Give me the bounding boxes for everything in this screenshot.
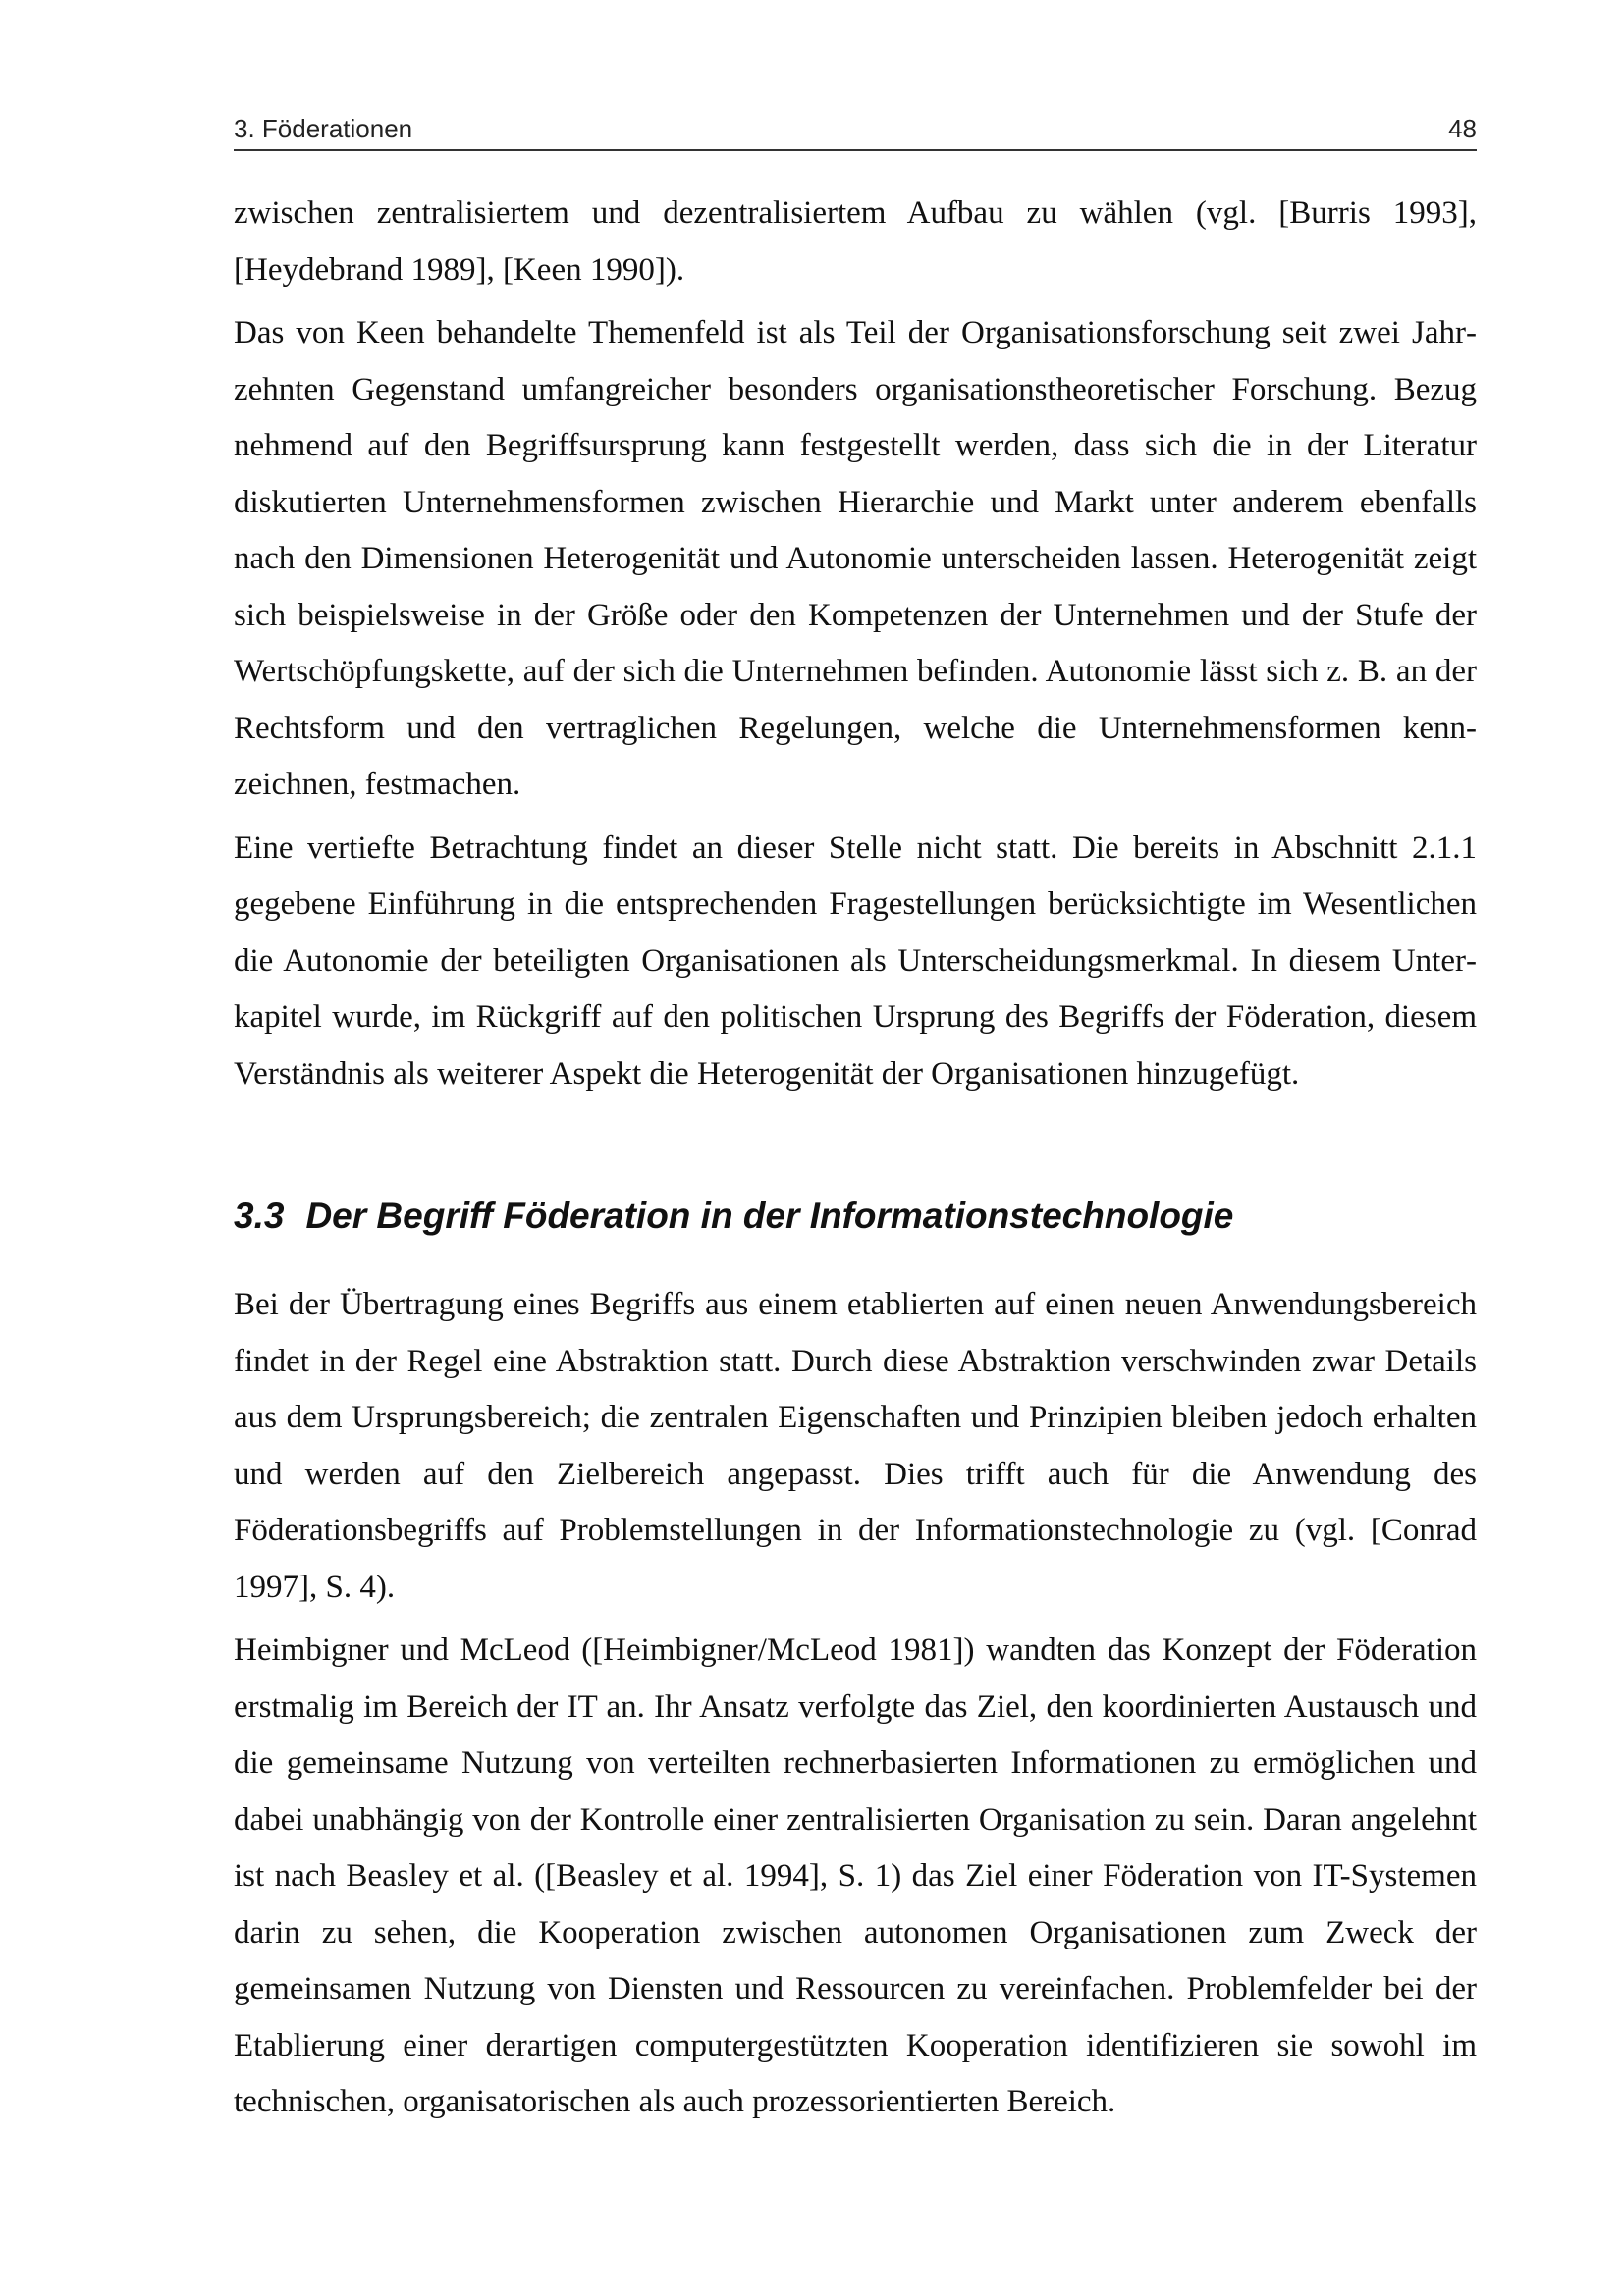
text-block-top xyxy=(234,186,1477,1109)
paragraph-keen-themenfeld: Das von Keen behandelte Themenfeld ist als Teil der Organisationsforschung seit zwei Jahrzehnten Gegenstand umfangreicher besonders organisationstheoretischer Forschung. Bezug nehmend auf den Begriffsursprung kann festgestellt werden, dass sich die in der Literatur diskutierten Unternehmensformen zwischen Hierarchie und Markt unter anderem ebenfalls nach den Dimensionen Heterogenität und Autonomie unterscheiden lassen. Heterogenität zeigt sich beispielsweise in der Größe oder den Kompetenzen der Unternehmen und der Stufe der Wertschöpfungskette, auf der sich die Unternehmen befinden. Autonomie lässt sich z. B. an der Rechtsform und den vertraglichen Regelungen, welche die Unternehmensformen kennzeichnen, festmachen. xyxy=(234,315,1477,802)
page-number: 48 xyxy=(1448,114,1477,143)
section-title: Der Begriff Föderation in der Informationstechnologie xyxy=(305,1196,1234,1236)
chapter-title: 3. Föderationen xyxy=(234,114,413,143)
section-number: 3.3 xyxy=(234,1196,285,1236)
paragraph-heimbigner-mcleod: Heimbigner und McLeod ([Heimbigner/McLeod 1981]) wandten das Konzept der Föderation erstmalig im Bereich der IT an. Ihr Ansatz verfolgte das Ziel, den koordinierten Austausch und die gemeinsame Nutzung von verteilten rechnerbasierten Informationen zu ermöglichen und dabei unabhängig von der Kontrolle einer zentralisierten Organisation zu sein. Daran angelehnt ist nach Beasley et al. ([Beasley et al. 1994], S. 1) das Ziel einer Föderation von IT-Systemen darin zu sehen, die Kooperation zwischen autonomen Organisationen zum Zweck der gemeinsamen Nutzung von Diensten und Ressourcen zu vereinfachen. Problemfelder bei der Etablierung einer derartigen computergestützten Kooperation identifizieren sie sowohl im technischen, organisatorischen als auch prozessorientierten Bereich. xyxy=(234,1632,1477,2119)
running-header xyxy=(234,112,1477,151)
paragraph-continuation: zwischen zentralisiertem und dezentralisiertem Aufbau zu wählen (vgl. [Burris 1993], [Heydebrand 1989], [Keen 1990]). xyxy=(234,195,1477,288)
paragraph-vertiefte-betrachtung: Eine vertiefte Betrachtung findet an dieser Stelle nicht statt. Die bereits in Abschnitt 2.1.1 gegebene Einführung in die entsprechenden Fragestellungen berücksichtigte im Wesentlichen die Autonomie der beteiligten Organisationen als Unterscheidungsmerkmal. In diesem Unterkapitel wurde, im Rückgriff auf den politischen Ursprung des Begriffs der Föderation, diesem Verständnis als weiterer Aspekt die Heterogenität der Organisationen hinzugefügt. xyxy=(234,829,1477,1092)
paragraph-uebertragung: Bei der Übertragung eines Begriffs aus einem etablierten auf einen neuen Anwendungsbereich findet in der Regel eine Abstraktion statt. Durch diese Abstraktion verschwinden zwar Details aus dem Ursprungsbereich; die zentralen Eigenschaften und Prinzipien bleiben jedoch erhalten und werden auf den Zielbereich angepasst. Dies trifft auch für die Anwendung des Föderationsbegriffs auf Problemstellungen in der Informationstechnologie zu (vgl. [Conrad 1997], S. 4). xyxy=(234,1287,1477,1605)
text-block-section xyxy=(234,1277,1477,2138)
section-heading xyxy=(234,1192,1477,1241)
